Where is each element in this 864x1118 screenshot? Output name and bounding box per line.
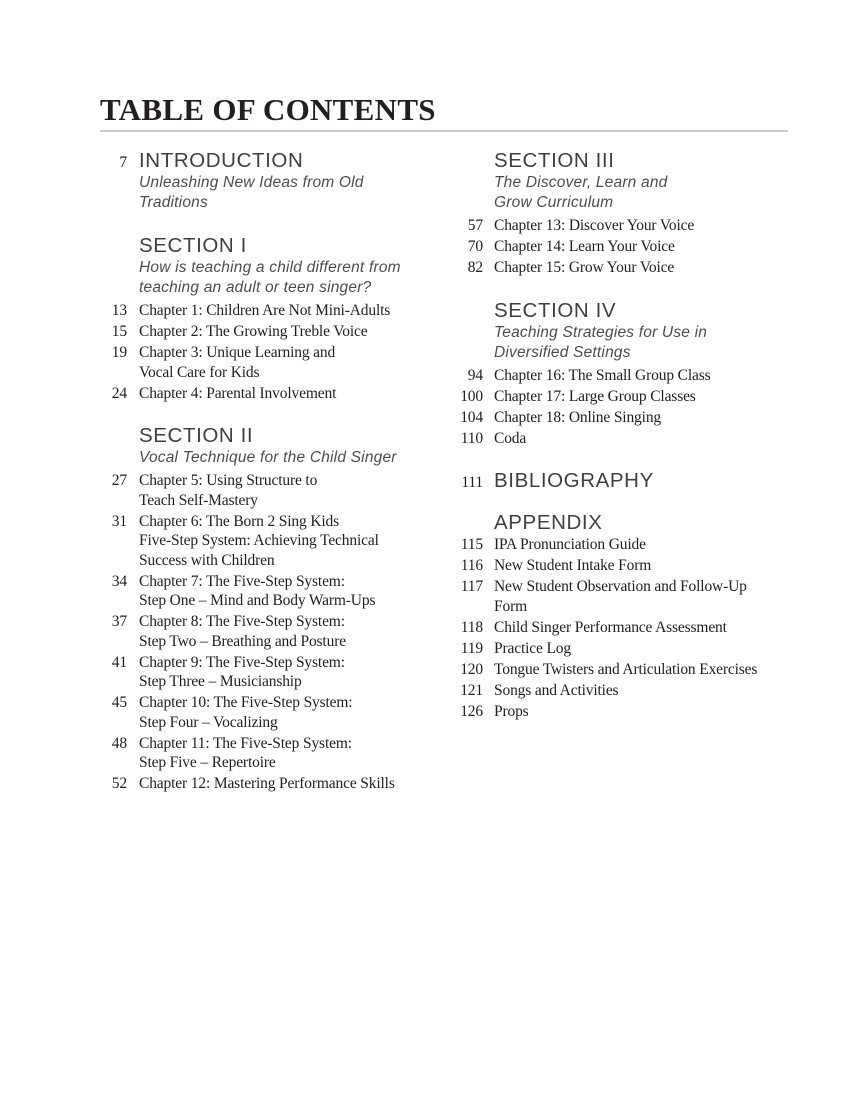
toc-entry [449, 577, 788, 616]
section-heading: APPENDIX [494, 511, 603, 534]
toc-entry-line: Chapter 16: The Small Group Class [494, 366, 711, 384]
toc-entry [449, 660, 788, 680]
toc-entry-title [139, 572, 440, 611]
toc-block-section-ii [100, 424, 440, 794]
toc-entry-title [494, 429, 788, 449]
toc-block-section-iv [449, 299, 788, 449]
toc-entry-line: Chapter 15: Grow Your Voice [494, 259, 675, 276]
toc-entry [100, 512, 440, 571]
entry-page-number: 121 [460, 681, 483, 699]
toc-entry-line: Chapter 6: The Born 2 Sing Kids [139, 512, 339, 530]
toc-entry [449, 387, 788, 407]
toc-entry-title [139, 343, 440, 382]
section-page-number: 111 [461, 474, 483, 491]
section-subtitle-text [494, 173, 788, 213]
toc-entry [100, 322, 440, 342]
toc-entry-title [494, 366, 788, 386]
toc-entry-title [139, 512, 440, 571]
toc-entry-line: Teach Self-Mastery [139, 491, 258, 509]
toc-entry-line: Songs and Activities [494, 681, 619, 699]
toc-entry [100, 653, 440, 692]
toc-column-left [100, 149, 440, 795]
toc-entry [100, 384, 440, 404]
entry-page-number: 117 [460, 578, 483, 595]
section-subtitle-text [139, 448, 440, 468]
toc-entry-line: IPA Pronunciation Guide [494, 536, 646, 553]
toc-entry-title [139, 612, 440, 651]
toc-entry-line: Practice Log [494, 639, 571, 657]
toc-entry-line: Chapter 17: Large Group Classes [494, 387, 696, 405]
entry-page-number: 37 [111, 613, 127, 630]
toc-column-right [449, 149, 788, 795]
section-subtitle-line: How is teaching a child different from [139, 259, 401, 276]
toc-entry-line: Success with Children [139, 551, 275, 569]
section-subtitle-text [139, 258, 440, 298]
toc-entry-title [494, 660, 788, 680]
toc-entry-title [139, 322, 440, 342]
toc-entry [449, 535, 788, 555]
entry-page-number: 115 [460, 536, 483, 553]
toc-entry [449, 639, 788, 659]
toc-entries [449, 366, 788, 449]
toc-entry-line: Vocal Care for Kids [139, 363, 260, 381]
section-subtitle [449, 173, 788, 213]
toc-entry [100, 612, 440, 651]
section-heading-row [100, 424, 440, 448]
section-subtitle-line: teaching an adult or teen singer? [139, 279, 372, 296]
section-heading: SECTION IV [494, 298, 617, 322]
toc-entry-title [494, 258, 788, 278]
toc-entry [449, 429, 788, 449]
toc-entry [100, 471, 440, 510]
entry-page-number: 126 [460, 702, 483, 720]
entry-page-number: 104 [460, 408, 483, 426]
toc-entry-title [494, 577, 788, 616]
toc-entry-line: Form [494, 597, 527, 615]
section-subtitle-line: Diversified Settings [494, 343, 631, 361]
toc-entry-line: Chapter 5: Using Structure to [139, 472, 318, 489]
toc-block-section-i [100, 234, 440, 403]
toc-entry [100, 572, 440, 611]
section-subtitle-line: Vocal Technique for the Child Singer [139, 449, 397, 466]
section-heading: SECTION I [139, 234, 247, 257]
entry-page-number: 100 [460, 387, 483, 405]
toc-entry-title [494, 639, 788, 659]
section-heading: INTRODUCTION [139, 149, 304, 172]
entry-page-number: 110 [460, 429, 483, 447]
section-subtitle-line: Traditions [139, 194, 208, 211]
title-rule [100, 130, 788, 132]
section-subtitle-line: Unleashing New Ideas from Old [139, 174, 364, 191]
entry-page-number: 19 [111, 344, 127, 361]
toc-entries [449, 535, 788, 721]
entry-page-number: 94 [467, 366, 483, 384]
toc-entry-title [494, 237, 788, 257]
section-subtitle-line: The Discover, Learn and [494, 174, 668, 191]
toc-entry-line: Chapter 2: The Growing Treble Voice [139, 323, 368, 340]
entry-page-number: 118 [460, 618, 483, 636]
page-title: TABLE OF CONTENTS [100, 92, 436, 127]
entry-page-number: 48 [111, 734, 127, 752]
toc-entry-line: Chapter 14: Learn Your Voice [494, 238, 675, 255]
toc-entry-title [139, 384, 440, 404]
entry-page-number: 13 [111, 302, 127, 319]
toc-entry-line: Tongue Twisters and Articulation Exercises [494, 660, 758, 678]
toc-entry [449, 237, 788, 257]
toc-entry-line: Chapter 13: Discover Your Voice [494, 217, 695, 234]
toc-entry [100, 301, 440, 321]
toc-entry-line: Chapter 9: The Five-Step System: [139, 653, 345, 671]
section-heading-row [449, 469, 788, 493]
section-subtitle [100, 448, 440, 468]
toc-entry-line: New Student Observation and Follow-Up [494, 578, 747, 595]
toc-block-introduction [100, 149, 440, 213]
toc-entry [100, 693, 440, 732]
toc-entry [100, 734, 440, 773]
toc-entry-line: Five-Step System: Achieving Technical [139, 532, 379, 549]
section-heading-row [449, 299, 788, 323]
toc-block-bibliography [449, 469, 788, 493]
entry-page-number: 82 [467, 259, 483, 276]
toc-entry-title [494, 702, 788, 722]
toc-entry-line: Chapter 1: Children Are Not Mini-Adults [139, 302, 391, 319]
section-subtitle-line: Teaching Strategies for Use in [494, 323, 708, 341]
toc-entry-line: Step Three – Musicianship [139, 673, 302, 690]
toc-entry-title [139, 471, 440, 510]
section-subtitle [100, 173, 440, 213]
toc-entry-title [494, 556, 788, 576]
section-page-number: 7 [119, 154, 127, 171]
toc-entry [100, 343, 440, 382]
section-heading-row [100, 149, 440, 173]
entry-page-number: 27 [111, 472, 127, 489]
section-heading: BIBLIOGRAPHY [494, 469, 654, 492]
section-subtitle-text [494, 323, 788, 363]
toc-entry [449, 366, 788, 386]
toc-entry-line: Chapter 7: The Five-Step System: [139, 572, 345, 590]
toc-entry-title [494, 535, 788, 555]
toc-entry-line: Props [494, 702, 529, 720]
toc-entry-title [139, 734, 440, 773]
entry-page-number: 57 [467, 217, 483, 234]
entry-page-number: 52 [111, 775, 127, 792]
toc-entry-line: Chapter 18: Online Singing [494, 408, 662, 426]
toc-entry-line: Coda [494, 429, 527, 447]
entry-page-number: 34 [111, 572, 127, 590]
toc-entry-line: Chapter 4: Parental Involvement [139, 384, 337, 402]
toc-entry-line: Step One – Mind and Body Warm-Ups [139, 592, 376, 609]
toc-entry-title [139, 301, 440, 321]
entry-page-number: 31 [111, 512, 127, 530]
toc-entry-line: Step Two – Breathing and Posture [139, 632, 346, 650]
toc-entry-line: Step Four – Vocalizing [139, 713, 278, 731]
entry-page-number: 24 [111, 384, 127, 402]
toc-entry-line: New Student Intake Form [494, 557, 652, 574]
entry-page-number: 119 [460, 639, 483, 657]
toc-entry-line: Child Singer Performance Assessment [494, 618, 727, 636]
toc-entry-title [494, 681, 788, 701]
section-heading: SECTION II [139, 424, 254, 447]
toc-entry-line: Chapter 12: Mastering Performance Skills [139, 775, 395, 792]
toc-entries [449, 216, 788, 278]
toc-entry [449, 681, 788, 701]
section-heading-row [449, 511, 788, 535]
entry-page-number: 45 [111, 694, 127, 711]
entry-page-number: 15 [111, 323, 127, 340]
section-subtitle-line: Grow Curriculum [494, 194, 614, 211]
section-heading: SECTION III [494, 149, 615, 172]
toc-entry-title [494, 618, 788, 638]
toc-block-appendix [449, 511, 788, 721]
toc-entry-title [494, 408, 788, 428]
toc-entry-line: Chapter 10: The Five-Step System: [139, 694, 353, 711]
toc-entry-line: Chapter 8: The Five-Step System: [139, 613, 345, 630]
entry-page-number: 116 [460, 557, 483, 574]
entry-page-number: 120 [460, 660, 483, 678]
toc-entry-title [139, 653, 440, 692]
toc-entry [449, 258, 788, 278]
toc-entry-title [494, 216, 788, 236]
toc-entry-title [494, 387, 788, 407]
toc-entry-title [139, 693, 440, 732]
toc-columns [100, 149, 788, 795]
section-subtitle-text [139, 173, 440, 213]
toc-entry-line: Chapter 3: Unique Learning and [139, 344, 336, 361]
toc-entry [100, 774, 440, 794]
entry-page-number: 70 [467, 238, 483, 255]
section-subtitle [449, 323, 788, 363]
entry-page-number: 41 [111, 653, 127, 671]
toc-entry-line: Step Five – Repertoire [139, 754, 276, 771]
toc-entry [449, 216, 788, 236]
toc-entry [449, 618, 788, 638]
toc-block-section-iii [449, 149, 788, 278]
toc-entry [449, 408, 788, 428]
toc-entry-line: Chapter 11: The Five-Step System: [139, 734, 352, 752]
section-heading-row [100, 234, 440, 258]
toc-entry [449, 556, 788, 576]
toc-entries [100, 301, 440, 403]
toc-entries [100, 471, 440, 794]
toc-entry [449, 702, 788, 722]
section-heading-row [449, 149, 788, 173]
section-subtitle [100, 258, 440, 298]
toc-entry-title [139, 774, 440, 794]
